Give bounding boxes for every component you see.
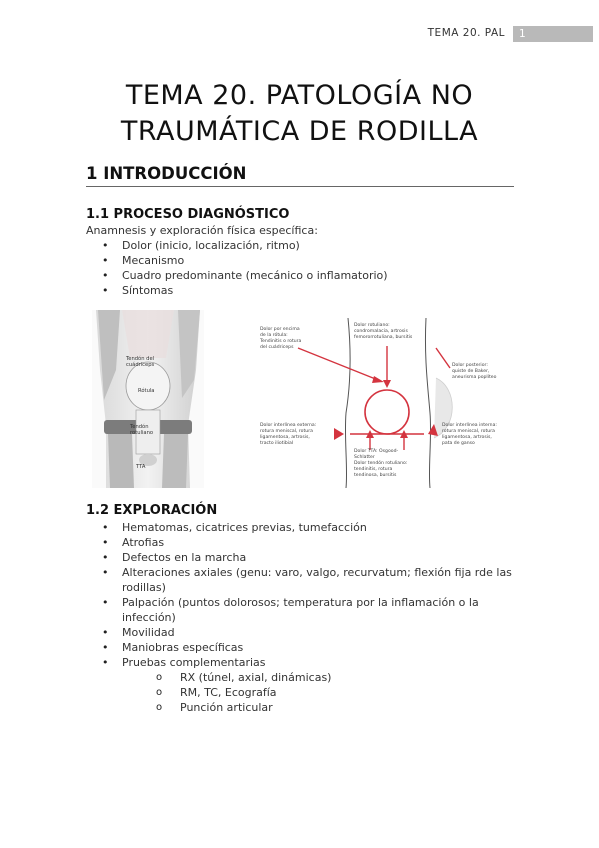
- knee-pain-diagram: [258, 318, 520, 488]
- figure-right-label: de la rótula:: [260, 333, 288, 338]
- exploration-list: [98, 520, 528, 715]
- figure-left-label: rotuliano: [130, 430, 154, 436]
- figure-left-label: Tendón del: [126, 356, 155, 362]
- list-item: • Dolor (inicio, localización, ritmo): [98, 238, 388, 253]
- page-header: [0, 26, 599, 44]
- figure-right-label: quiste de Baker,: [452, 369, 490, 374]
- list-item: • Atrofias: [98, 535, 528, 550]
- figure-right-label: femororrotuliana, bursitis: [354, 335, 413, 340]
- figure-right-label: rotura meniscal, rotura: [442, 429, 495, 434]
- list-item: • Mecanismo: [98, 253, 388, 268]
- figure-right-label: Dolor por encima: [260, 327, 300, 332]
- figure-right-label: ligamentosa, artrosis,: [442, 435, 492, 440]
- sub-list-item: o RX (túnel, axial, dinámicas): [156, 670, 528, 685]
- figure-right-label: Dolor TTA: Osgood-: [354, 449, 399, 454]
- figure-right-label: aneurisma poplíteo: [452, 375, 497, 380]
- section-heading-introduccion: 1 INTRODUCCIÓN: [86, 164, 247, 183]
- figure-left-label: Rótula: [138, 388, 155, 394]
- figure-right-label: pata de ganso: [442, 441, 475, 446]
- figure-right-label: Tendinitis o rotura: [260, 339, 302, 344]
- figure-left-label: cuádriceps: [126, 362, 155, 368]
- document-title: [0, 78, 599, 150]
- header-title: TEMA 20. PAL: [427, 27, 505, 39]
- title-line-2: TRAUMÁTICA DE RODILLA: [120, 116, 479, 147]
- figure-right-label: rotura meniscal, rotura: [260, 429, 313, 434]
- list-item: [98, 655, 528, 715]
- subsection-heading-exploracion: 1.2 EXPLORACIÓN: [86, 503, 218, 518]
- figure-right-label: ligamentosa, artrosis,: [260, 435, 310, 440]
- list-item: • Defectos en la marcha: [98, 550, 528, 565]
- figure-right-label: condromalacia, artrosis: [354, 329, 408, 334]
- figure-right-label: del cuádriceps: [260, 345, 294, 350]
- knee-anatomy-image: [92, 310, 204, 488]
- sub-list: [122, 670, 528, 715]
- list-item: • Palpación (puntos dolorosos; temperatura por la inflamación o la infección): [98, 595, 528, 625]
- list-item: • Síntomas: [98, 283, 388, 298]
- diagnostic-list: [98, 238, 388, 298]
- list-item: • Cuadro predominante (mecánico o inflamatorio): [98, 268, 388, 283]
- sub-list-item: o RM, TC, Ecografía: [156, 685, 528, 700]
- intro-text: Anamnesis y exploración física específica:: [86, 224, 318, 237]
- sub-list-item: o Punción articular: [156, 700, 528, 715]
- figure-right-label: Dolor posterior:: [452, 363, 488, 368]
- figure-right-label: Dolor tendón rotuliano:: [354, 461, 408, 466]
- title-line-1: TEMA 20. PATOLOGÍA NO: [125, 80, 474, 111]
- figure-left-label: Tendón: [130, 424, 149, 430]
- figure-right-label: Dolor interlínea interna:: [442, 423, 497, 428]
- subsection-heading-proceso: 1.1 PROCESO DIAGNÓSTICO: [86, 207, 290, 222]
- list-item: • Hematomas, cicatrices previas, tumefacción: [98, 520, 528, 535]
- figure-right-label: Schlatter: [354, 455, 375, 460]
- heading-rule: [86, 186, 514, 187]
- figure-right-label: tendinosa, bursitis: [354, 473, 397, 478]
- list-item: • Alteraciones axiales (genu: varo, valgo, recurvatum; flexión fija rde las rodillas): [98, 565, 528, 595]
- page-number: 1: [513, 26, 593, 42]
- figure-left-label: TTA: [136, 464, 146, 470]
- list-item: • Movilidad: [98, 625, 528, 640]
- figure-right-label: tendinitis, rotura: [354, 467, 393, 472]
- figure-right-label: Dolor interlínea externa:: [260, 423, 317, 428]
- list-item-label: Pruebas complementarias: [122, 656, 266, 669]
- figure-right-label: tracto iliotibial: [260, 441, 294, 446]
- list-item: • Maniobras específicas: [98, 640, 528, 655]
- figure-right-label: Dolor rotuliano:: [354, 323, 390, 328]
